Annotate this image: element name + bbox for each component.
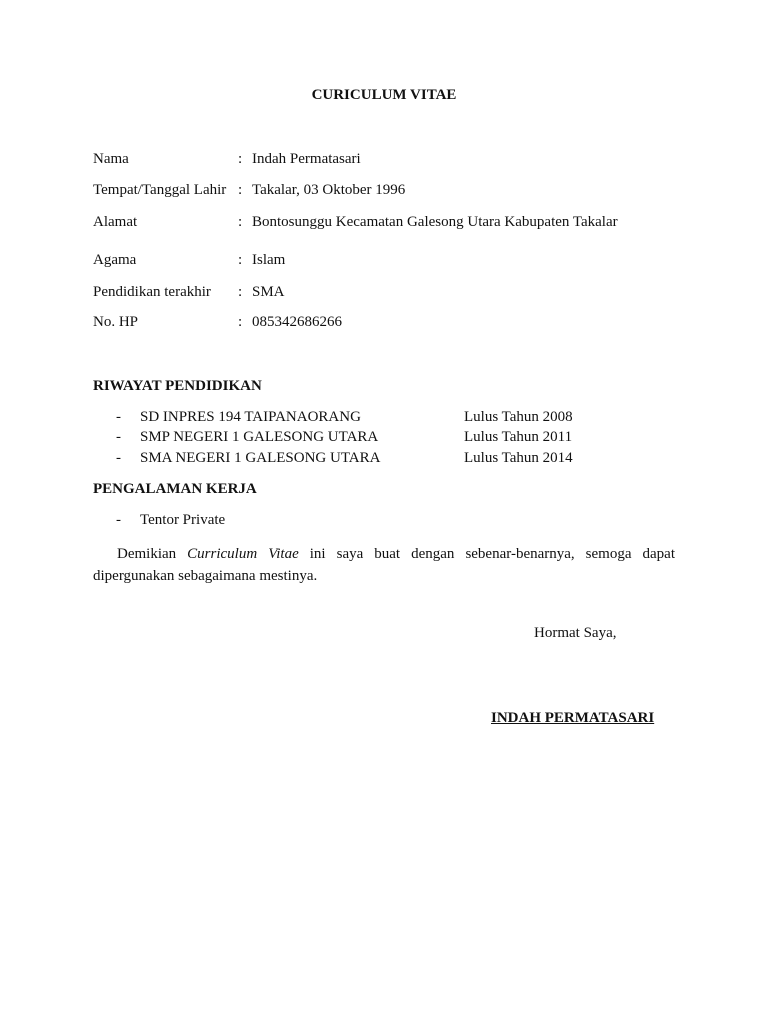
education-heading: RIWAYAT PENDIDIKAN (93, 378, 262, 394)
education-school: SMP NEGERI 1 GALESONG UTARA (140, 429, 379, 445)
closing-text-after: ini saya buat dengan sebenar-benarnya, semoga dapat dipergunakan sebagaimana mestinya. (93, 546, 675, 584)
personal-colon: : (238, 182, 243, 198)
personal-colon: : (238, 151, 243, 167)
education-year: Lulus Tahun 2014 (464, 450, 573, 466)
regards-text: Hormat Saya, (534, 625, 617, 641)
education-year: Lulus Tahun 2011 (464, 429, 573, 445)
personal-label-alamat: Alamat (93, 214, 138, 230)
personal-value-alamat: Bontosunggu Kecamatan Galesong Utara Kabupaten Takalar (252, 214, 618, 230)
personal-colon: : (238, 314, 243, 330)
personal-value-nama: Indah Permatasari (252, 151, 361, 167)
experience-item: Tentor Private (140, 512, 226, 528)
list-bullet: - (116, 450, 121, 466)
experience-heading: PENGALAMAN KERJA (93, 481, 257, 497)
list-bullet: - (116, 429, 121, 445)
personal-label-nama: Nama (93, 151, 129, 167)
personal-value-agama: Islam (252, 252, 286, 268)
closing-text-italic: Curriculum Vitae (187, 546, 299, 562)
education-year: Lulus Tahun 2008 (464, 409, 573, 425)
personal-label-hp: No. HP (93, 314, 139, 330)
closing-text-before: Demikian (117, 546, 188, 562)
personal-value-ttl: Takalar, 03 Oktober 1996 (252, 182, 406, 198)
personal-value-hp: 085342686266 (252, 314, 342, 330)
list-bullet: - (116, 409, 121, 425)
list-bullet: - (116, 512, 121, 528)
personal-colon: : (238, 252, 243, 268)
education-school: SD INPRES 194 TAIPANAORANG (140, 409, 361, 425)
signature-name: INDAH PERMATASARI (491, 710, 655, 726)
personal-label-agama: Agama (93, 252, 137, 268)
personal-label-pendidikan: Pendidikan terakhir (93, 284, 211, 300)
personal-colon: : (238, 214, 243, 230)
education-school: SMA NEGERI 1 GALESONG UTARA (140, 450, 381, 466)
personal-label-ttl: Tempat/Tanggal Lahir (93, 182, 227, 198)
personal-value-pendidikan: SMA (252, 284, 285, 300)
document-title: CURICULUM VITAE (311, 87, 457, 103)
personal-colon: : (238, 284, 243, 300)
closing-paragraph (93, 543, 675, 587)
